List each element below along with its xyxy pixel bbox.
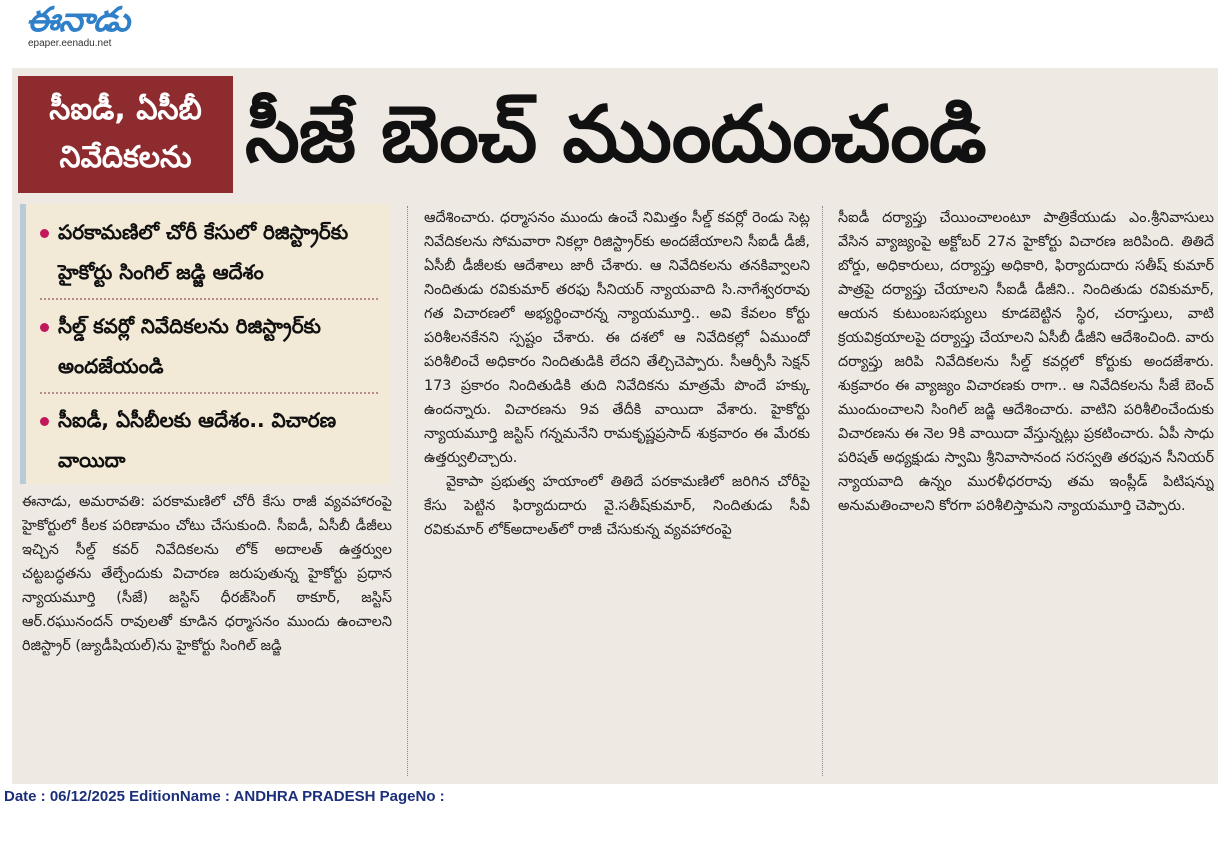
bullet-icon [40, 229, 49, 238]
paragraph: సీఐడీ దర్యాప్తు చేయించాలంటూ పాత్రికేయుడు ఎం.శ్రీనివాసులు వేసిన వ్యాజ్యంపై అక్టోబర్ 27న హైకోర్టు విచారణ జరిపింది. తితిదే బోర్డు, అధికారులు, దర్యాప్తు అధికారి, ఫిర్యాదుదారు సతీష్ కుమార్ పాత్రపై దర్యాప్తు చేయాలని సీఐడీ డీజీని.. నిందితుడు రవికుమార్, ఆయన కుటుంబసభ్యులు కూడబెట్టిన స్థిర, చరాస్తులు, వాటి క్రయవిక్రయాలపై దర్యాప్తు చేయాలని ఏసీబీ డీజీని ఆదేశించింది. వారు దర్యాప్తు జరిపి నివేదికలను సీల్డ్ కవర్లలో కోర్టుకు అందజేశారు. శుక్రవారం ఈ వ్యాజ్యం విచారణకు రాగా.. ఆ నివేదికలను సీజే బెంచ్ ముందుంచాలని సింగిల్ జడ్జి ఆదేశించారు. వాటిని పరిశీలించేందుకు విచారణను ఈ నెల 9కి వాయిదా వేస్తున్నట్లు ప్రకటించారు. ఏపీ సాధు పరిషత్ అధ్యక్షుడు స్వామి శ్రీనివాసానంద సరస్వతి తరఫున సీనియర్ న్యాయవాది ఉన్నం మురళీధరరావు తమ ఇంప్లీడ్ పిటిషన్ను అనుమతించాలని కోరగా పరిశీలిస్తామని న్యాయమూర్తి చెప్పారు. [838, 210, 1214, 514]
headline: సీజే బెంచ్ ముందుంచండి [245, 90, 986, 180]
highlights-box [20, 204, 390, 484]
highlight-text: పరకామణిలో చోరీ కేసులో రిజిస్ట్రార్‌కు హైకోర్టు సింగిల్ జడ్జి ఆదేశం [58, 220, 349, 284]
logo-wordmark: ఈనాడు [26, 0, 130, 40]
article-column-2 [424, 206, 810, 780]
highlight-item [40, 306, 378, 386]
article-column-1 [22, 490, 392, 774]
column-divider [822, 206, 823, 776]
edition-footer: Date : 06/12/2025 EditionName : ANDHRA PRADESH PageNo : [4, 788, 445, 805]
paragraph: ఈనాడు, అమరావతి: పరకామణిలో చోరీ కేసు రాజీ వ్యవహారంపై హైకోర్టులో కీలక పరిణామం చోటు చేసుకుంది. సీఐడీ, ఏసీబీ డీజీలు ఇచ్చిన సీల్డ్ కవర్ నివేదికలను లోక్ అదాలత్ ఉత్తర్వుల చట్టబద్ధతను తేల్చేందుకు విచారణ జరుపుతున్న హైకోర్టు ప్రధాన న్యాయమూర్తి (సీజే) జస్టిస్ ధీరజ్‌సింగ్ ఠాకూర్, జస్టిస్ ఆర్.రఘునందన్ రావులతో కూడిన ధర్మాసనం ముందు ఉంచాలని రిజిస్ట్రార్ (జ్యుడీషియల్)ను హైకోర్టు సింగిల్ జడ్జి [22, 494, 392, 654]
article-column-3 [838, 206, 1214, 780]
highlight-divider [40, 392, 378, 394]
column-divider [407, 206, 408, 776]
eenadu-logo[interactable] [26, 2, 156, 52]
headline-kicker: సీఐడీ, ఏసీబీ నివేదికలను [18, 76, 233, 193]
highlight-divider [40, 298, 378, 300]
highlight-text: సీల్డ్ కవర్లో నివేదికలను రిజిస్ట్రార్‌కు అందజేయండి [58, 314, 321, 378]
highlight-text: సీఐడీ, ఏసీబీలకు ఆదేశం.. విచారణ వాయిదా [58, 408, 337, 472]
logo-url: epaper.eenadu.net [28, 38, 112, 49]
bullet-icon [40, 417, 49, 426]
bullet-icon [40, 323, 49, 332]
paragraph: వైకాపా ప్రభుత్వ హయాంలో తితిదే పరకామణిలో జరిగిన చోరీపై కేసు పెట్టిన ఫిర్యాదుదారు వై.సతీష్‌కుమార్, నిందితుడు సీవీ రవికుమార్ లోక్‌అదాలత్‌లో రాజీ చేసుకున్న వ్యవహారంపై [424, 474, 810, 538]
highlight-item [40, 400, 378, 480]
highlight-item [40, 212, 378, 292]
paragraph: ఆదేశించారు. ధర్మాసనం ముందు ఉంచే నిమిత్తం సీల్డ్ కవర్లో రెండు సెట్ల నివేదికలను సోమవారా నికల్లా రిజిస్ట్రార్‌కు అందజేయాలని సీఐడీ డీజీ, ఏసీబీ డీజీలకు ఆదేశాలు జారీ చేశారు. ఆ నివేదికలను తనకివ్వాలని నిందితుడు రవికుమార్ తరఫు సీనియర్ న్యాయవాది సి.నాగేశ్వరరావు గత విచారణలో అభ్యర్థించారన్న న్యాయమూర్తి.. అవి కేవలం కోర్టు పరిశీలనకేనని స్పష్టం చేశారు. ఈ దశలో ఆ నివేదికల్లో ఏముందో పరిశీలించే అధికారం నిందితుడికి లేదని తేల్చిచెప్పారు. సీఆర్పీసీ సెక్షన్ 173 ప్రకారం నిందితుడికి తుది నివేదికను మాత్రమే పొందే హక్కు ఉందన్నారు. విచారణను 9వ తేదీకి వాయిదా వేశారు. హైకోర్టు న్యాయమూర్తి జస్టిస్ గన్నమనేని రామకృష్ణప్రసాద్ శుక్రవారం ఈ మేరకు ఉత్తర్వులిచ్చారు. [424, 210, 810, 466]
